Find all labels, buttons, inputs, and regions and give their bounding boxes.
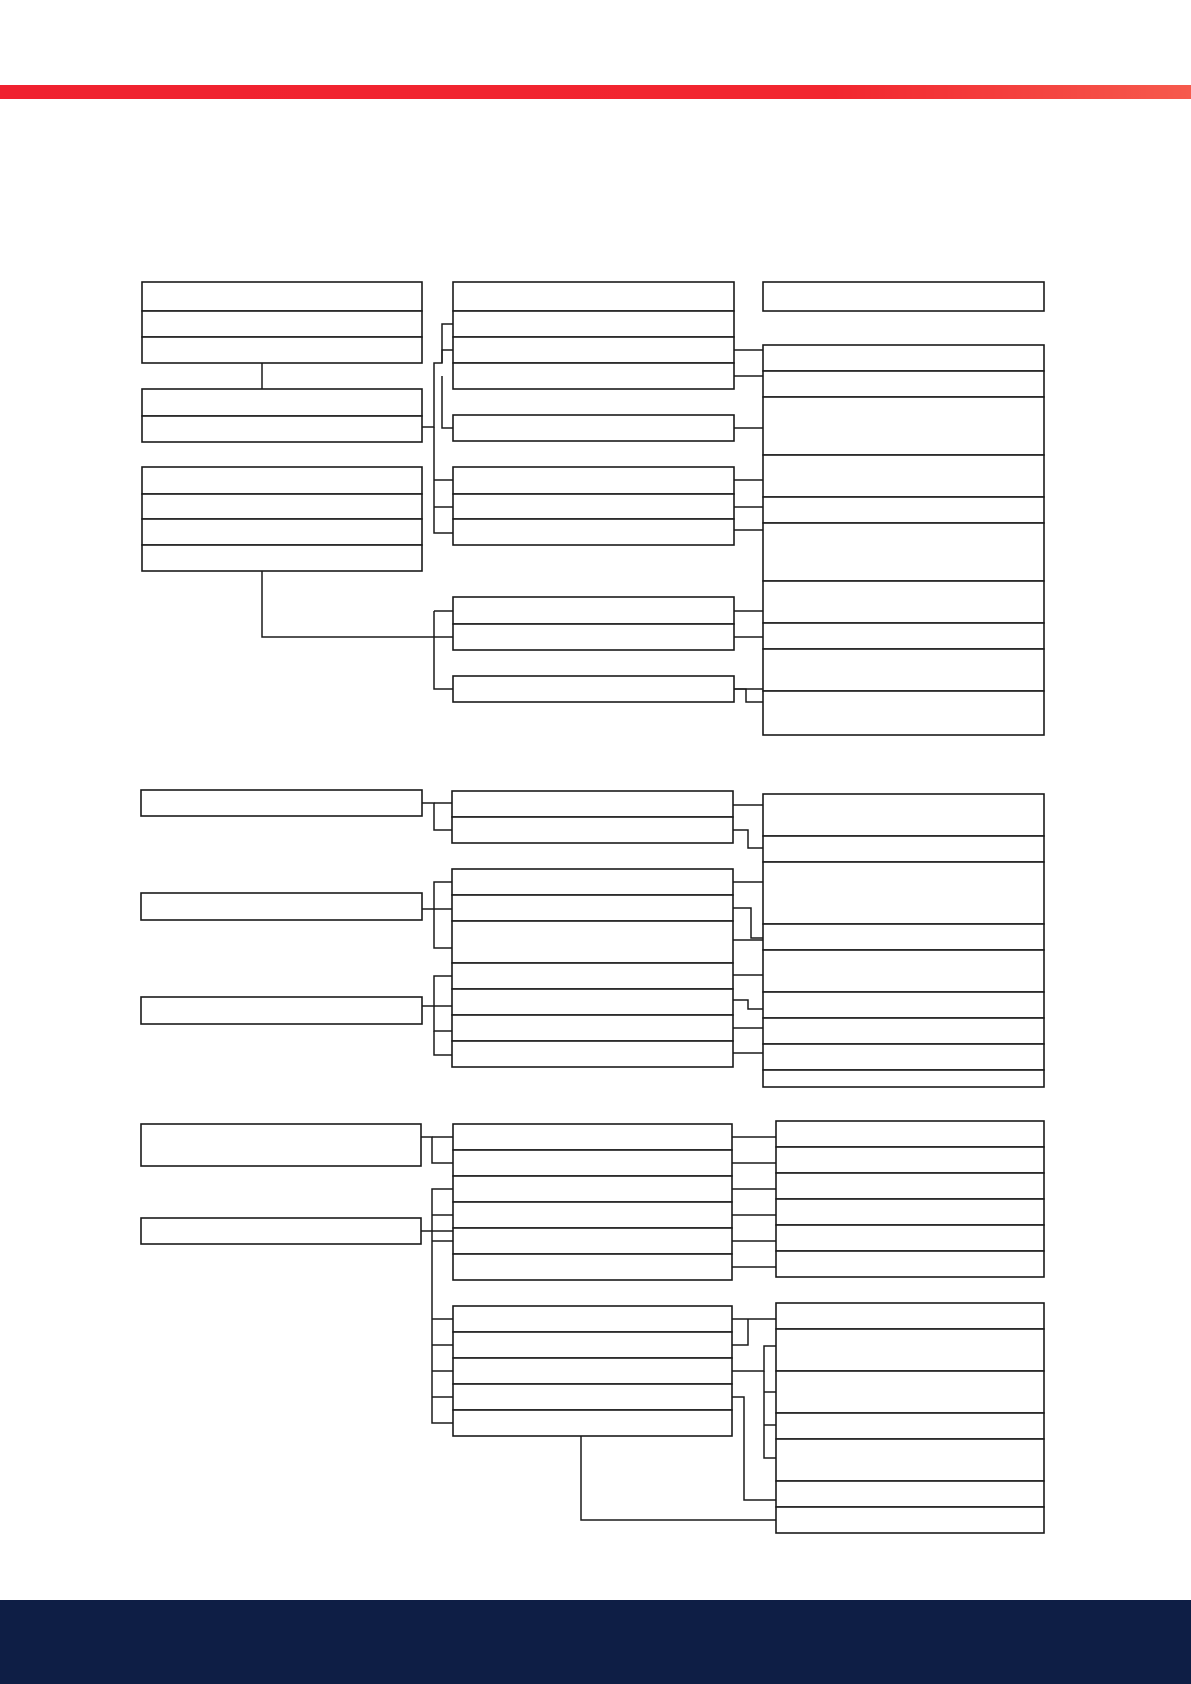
connector-line: [734, 689, 763, 702]
diagram-box: [452, 963, 733, 989]
diagram-box: [453, 363, 734, 389]
connector-line: [732, 1319, 748, 1345]
connector-line: [422, 976, 452, 1006]
diagram-box: [453, 1228, 732, 1254]
diagram-box: [763, 623, 1044, 649]
diagram-box: [763, 924, 1044, 950]
diagram-box: [453, 1254, 732, 1280]
diagram-box: [763, 345, 1044, 371]
diagram-box: [453, 676, 734, 702]
diagram-box: [141, 893, 422, 920]
connector-line: [732, 1346, 776, 1371]
connector-line: [442, 376, 453, 428]
diagram-box: [453, 1332, 732, 1358]
diagram-box: [452, 989, 733, 1015]
connector-line: [733, 908, 763, 938]
diagram-boxes: [141, 282, 1044, 1533]
diagram-box: [763, 371, 1044, 397]
diagram-box: [452, 921, 733, 963]
diagram-box: [453, 467, 734, 494]
diagram-box: [453, 415, 734, 441]
diagram-box: [453, 1202, 732, 1228]
diagram-box: [763, 581, 1044, 623]
diagram-box: [776, 1225, 1044, 1251]
connector-line: [262, 571, 434, 637]
diagram-box: [142, 467, 422, 494]
diagram-box: [763, 1070, 1044, 1087]
diagram-box: [453, 282, 734, 311]
diagram-box: [763, 397, 1044, 455]
diagram-box: [776, 1303, 1044, 1329]
diagram-box: [453, 1176, 732, 1202]
connector-line: [581, 1436, 776, 1520]
diagram-box: [453, 597, 734, 624]
diagram-box: [142, 545, 422, 571]
diagram-box: [763, 862, 1044, 924]
diagram-box: [453, 1358, 732, 1384]
connector-line: [733, 830, 763, 848]
connector-line: [421, 1189, 453, 1231]
diagram-box: [453, 1306, 732, 1332]
diagram-box: [776, 1371, 1044, 1413]
footer-band: [0, 1600, 1191, 1684]
connector-line: [732, 1397, 776, 1500]
diagram-box: [453, 519, 734, 545]
diagram-box: [776, 1251, 1044, 1277]
diagram-box: [763, 1018, 1044, 1044]
diagram-box: [453, 311, 734, 337]
diagram-box: [452, 895, 733, 921]
diagram-box: [763, 1044, 1044, 1070]
diagram-box: [763, 836, 1044, 862]
connector-line: [422, 803, 452, 830]
diagram-box: [453, 624, 734, 650]
diagram-box: [141, 790, 422, 816]
diagram-box: [452, 869, 733, 895]
diagram-box: [763, 282, 1044, 311]
diagram-box: [142, 311, 422, 337]
diagram-box: [763, 455, 1044, 497]
diagram-box: [776, 1329, 1044, 1371]
diagram-box: [763, 794, 1044, 836]
diagram-box: [142, 389, 422, 416]
diagram-box: [776, 1121, 1044, 1147]
diagram-box: [452, 817, 733, 843]
connector-line: [434, 611, 453, 689]
diagram-box: [763, 649, 1044, 691]
diagram-box: [142, 282, 422, 311]
diagram-box: [763, 523, 1044, 581]
diagram-box: [776, 1199, 1044, 1225]
diagram-box: [763, 497, 1044, 523]
diagram-box: [763, 992, 1044, 1018]
diagram-box: [776, 1173, 1044, 1199]
diagram-box: [452, 1041, 733, 1067]
connector-line: [733, 1000, 763, 1009]
connector-line: [432, 1231, 453, 1423]
diagram-box: [141, 1218, 421, 1244]
diagram-box: [776, 1147, 1044, 1173]
connector-line: [434, 1031, 452, 1055]
diagram-box: [453, 494, 734, 519]
diagram-box: [453, 1150, 732, 1176]
diagram-box: [141, 997, 422, 1024]
connector-line: [422, 324, 453, 427]
diagram-box: [453, 337, 734, 363]
diagram-box: [763, 950, 1044, 992]
diagram-box: [453, 1124, 732, 1150]
diagram-box: [452, 791, 733, 817]
diagram-box: [142, 416, 422, 442]
diagram-box: [763, 691, 1044, 735]
diagram-box: [776, 1507, 1044, 1533]
diagram-box: [453, 1410, 732, 1436]
connector-line: [434, 1006, 452, 1031]
connector-line: [422, 882, 452, 909]
diagram-box: [776, 1413, 1044, 1439]
diagram-box: [453, 1384, 732, 1410]
connector-line: [764, 1371, 776, 1458]
diagram-box: [141, 1124, 421, 1166]
connector-line: [434, 909, 452, 948]
connector-line: [442, 350, 453, 363]
diagram-box: [142, 519, 422, 545]
connector-line: [421, 1137, 453, 1163]
diagram-box: [142, 494, 422, 519]
diagram-box: [142, 337, 422, 363]
diagram-box: [776, 1439, 1044, 1481]
diagram-box: [776, 1481, 1044, 1507]
diagram-box: [452, 1015, 733, 1041]
